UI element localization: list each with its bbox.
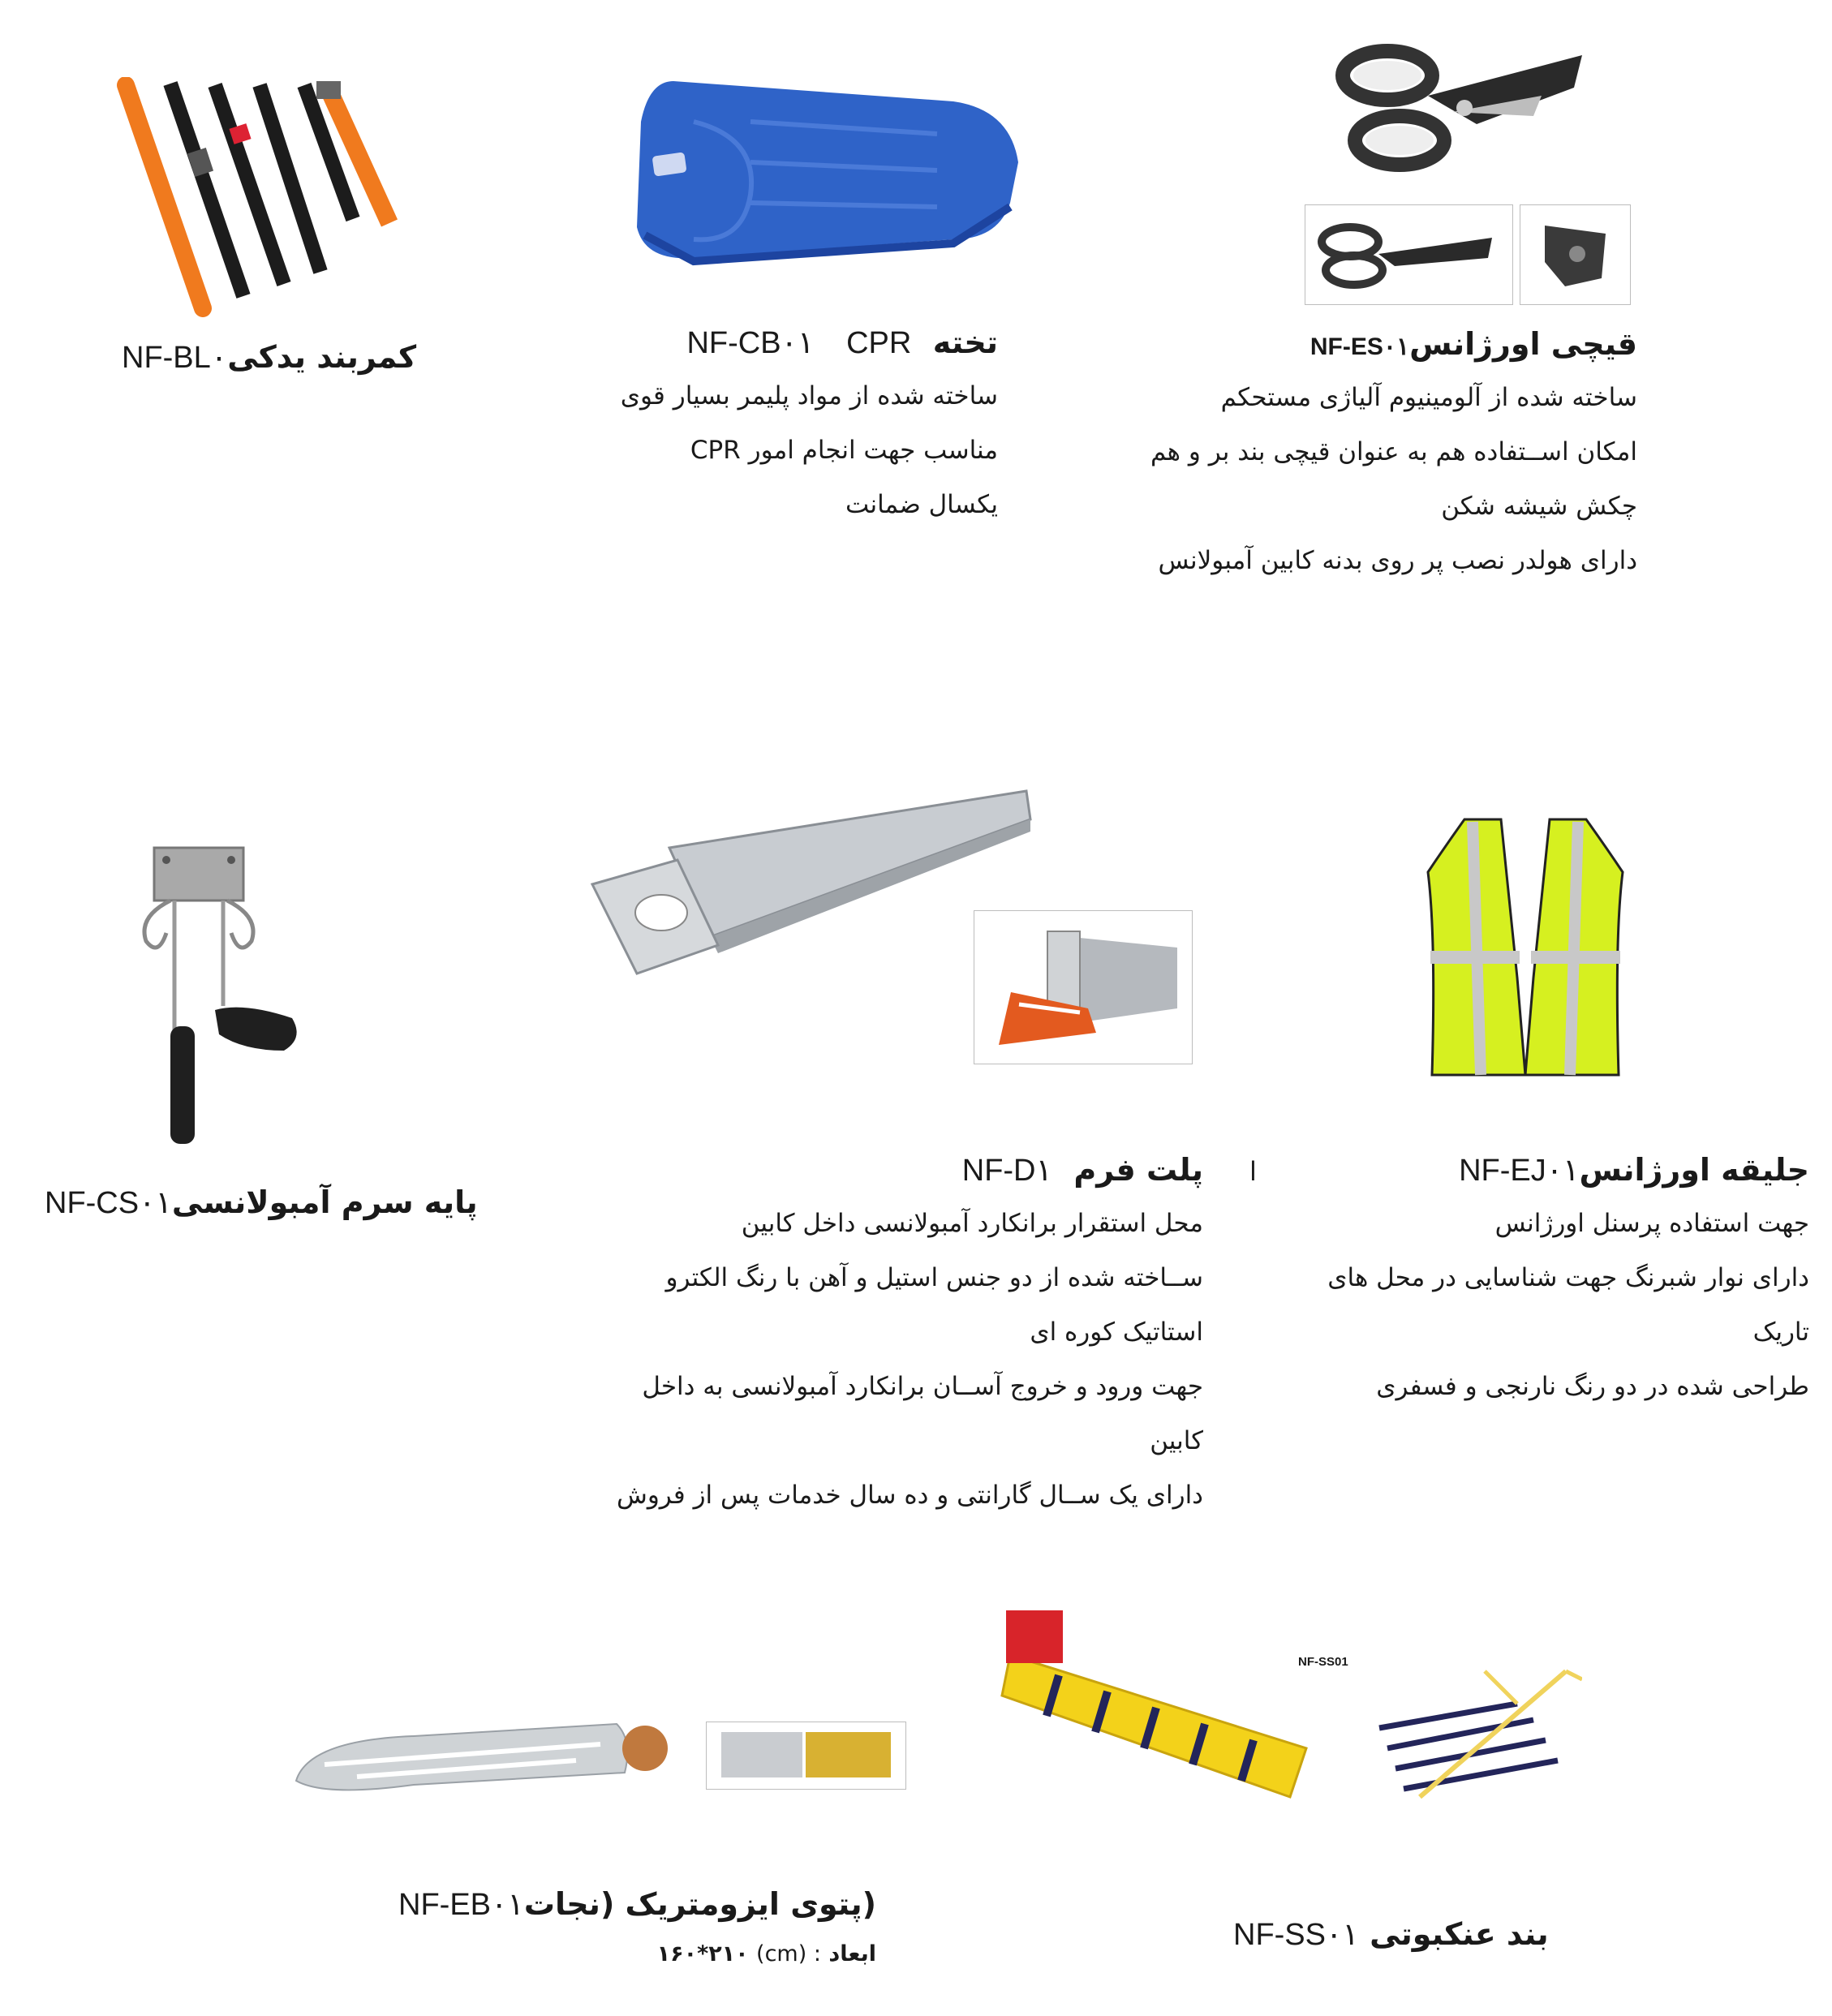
cpr-board-image [629,73,1026,268]
vest-title: جلیقه اورژانسNF-EJ۰۱ [1459,1152,1809,1188]
vest-image [1416,815,1635,1083]
scissors-detail-frame-2 [1520,204,1631,305]
scissors-line-3: چکش شیشه شکن [1441,492,1637,521]
vest-line-2: دارای نوار شبرنگ جهت شناسایی در محل های [1327,1263,1809,1292]
blanket-package-frame [706,1722,906,1790]
platform-line-6: دارای یک ســال گارانتی و ده سال خدمات پس از فروش [617,1481,1203,1510]
platform-line-3: استاتیک کوره ای [1030,1317,1203,1347]
iv-stand-title: پایه سرم آمبولانسیNF-CS۰۱ [45,1184,478,1220]
blanket-title: (پتوی ایزومتریک (نجاتNF-EB۰۱ [398,1886,876,1922]
platform-line-5: کابین [1150,1426,1203,1455]
platform-title: پلت فرم NF-D۱ [961,1152,1203,1188]
vest-line-1: جهت استفاده پرسنل اورژانس [1494,1209,1809,1238]
scissors-title: قیچی اورژانسNF-ES۰۱ [1309,326,1637,362]
platform-stray-mark: ا [1249,1156,1257,1187]
scissors-line-4: دارای هولدر نصب پر روی بدنه کابین آمبولانس [1158,546,1637,575]
platform-line-4: جهت ورود و خروج آســان برانکارد آمبولانسی به داخل [642,1372,1203,1401]
spider-strap-title: بند عنکبوتی NF-SS۰۱ [1233,1916,1549,1952]
vest-line-3: تاریک [1752,1317,1809,1347]
cpr-board-line-2: مناسب جهت انجام امور CPR [690,436,998,465]
platform-detail-frame [974,910,1193,1064]
iv-stand-image [122,844,325,1152]
scissors-detail-frame-1 [1305,204,1513,305]
blanket-dimensions: ابعاد (cm) : ۱۶۰*۲۱۰ [656,1941,876,1967]
scissors-image [1331,39,1590,177]
belt-image [110,77,410,320]
cpr-board-line-1: ساخته شده از مواد پلیمر بسیار قوی [620,381,998,411]
cpr-board-line-3: یکسال ضمانت [845,490,998,519]
scissors-line-1: ساخته شده از آلومینیوم آلیاژی مستحکم [1220,383,1637,412]
belt-title: کمربند یدکیNF-BL۰ [122,339,417,375]
platform-line-1: محل استقرار برانکارد آمبولانسی داخل کابین [741,1209,1203,1238]
cpr-board-title: تخته CPR NF-CB۰۱ [686,325,998,360]
spider-strap-image-label: NF-SS01 [1298,1655,1348,1669]
scissors-line-2: امکان اســتفاده هم به عنوان قیچی بند بر و هم [1150,437,1637,466]
vest-line-4: طراحی شده در دو رنگ نارنجی و فسفری [1376,1372,1809,1401]
blanket-image [292,1716,677,1797]
platform-image [588,783,1034,978]
platform-line-2: ســاخته شده از دو جنس استیل و آهن با رنگ الکترو [665,1263,1203,1292]
spider-strap-image [998,1606,1582,1825]
